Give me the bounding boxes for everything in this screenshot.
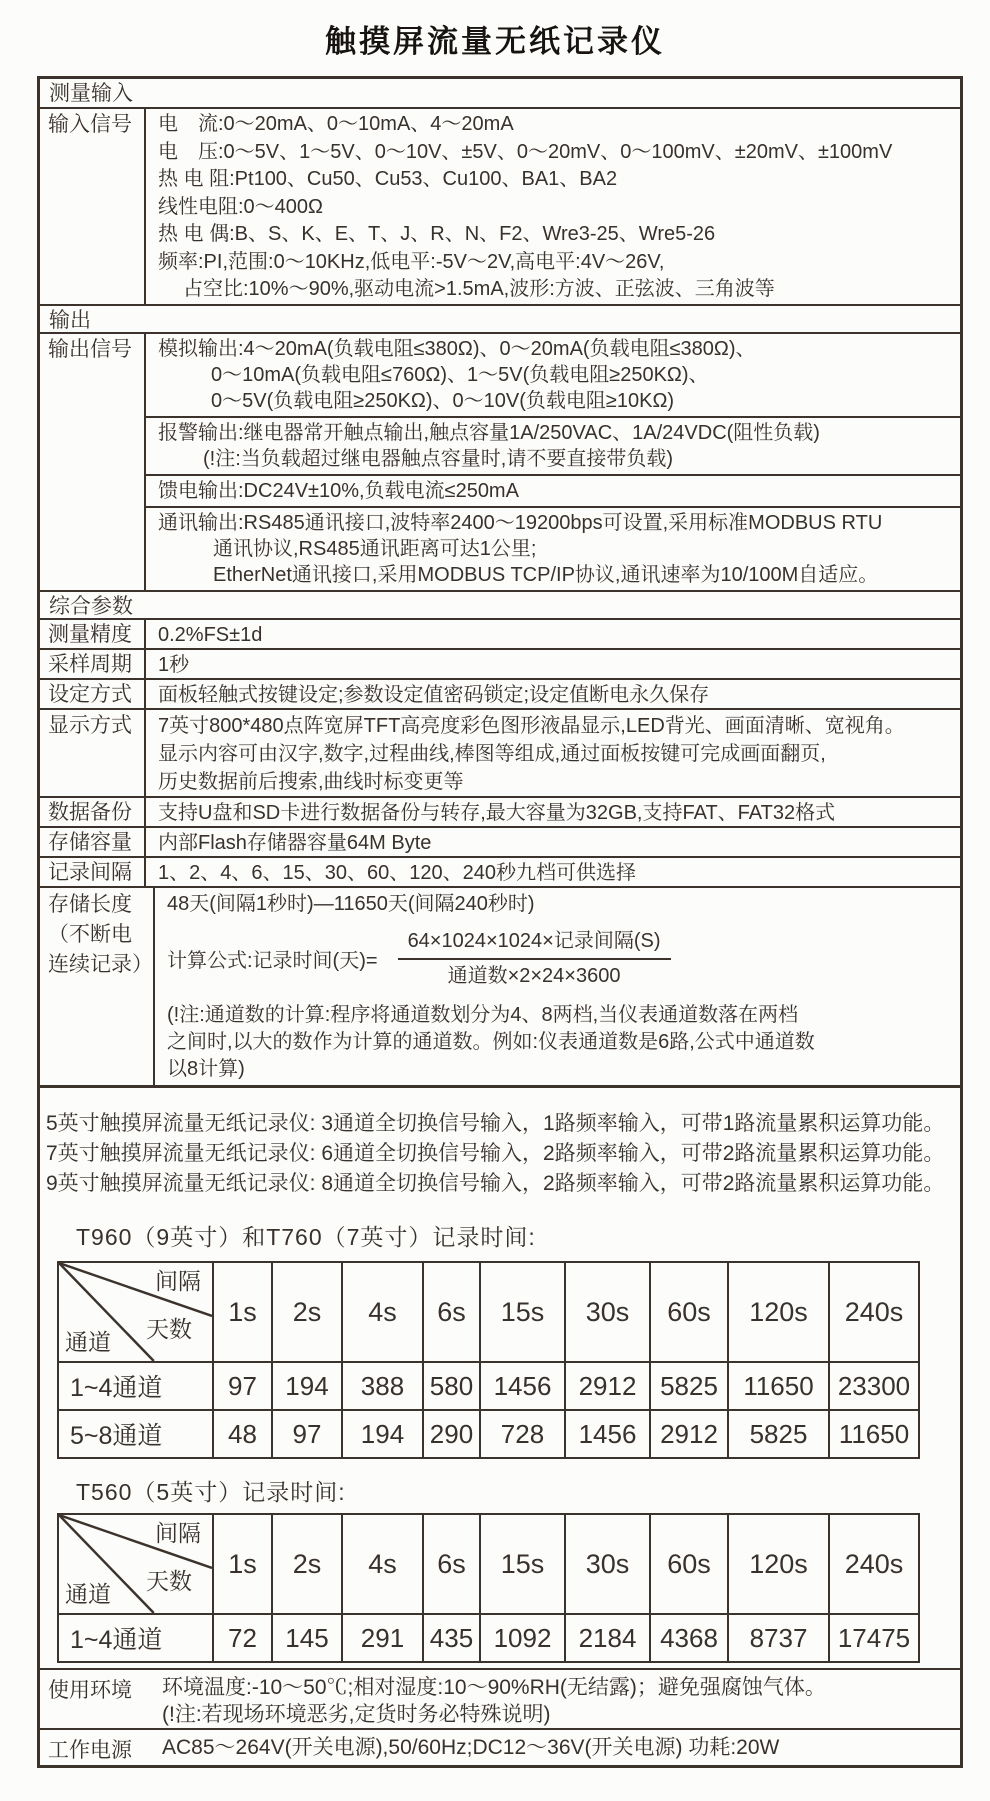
col-header: 2s xyxy=(272,1262,342,1362)
row-label: 存储容量 xyxy=(40,828,146,856)
page-title: 触摸屏流量无纸记录仪 xyxy=(325,24,665,59)
section-header-measure-input: 测量输入 xyxy=(49,82,133,105)
table-data-cell: 194 xyxy=(272,1362,342,1410)
record-table-t560 xyxy=(57,1513,920,1663)
col-header: 4s xyxy=(342,1262,423,1362)
row-label: 记录间隔 xyxy=(40,858,146,886)
col-header: 1s xyxy=(213,1514,272,1614)
spec-table xyxy=(40,79,960,1085)
row-label: 工作电源 xyxy=(48,1739,132,1762)
power-line: AC85～264V(开关电源),50/60Hz;DC12～36V(开关电源) 功耗:20W xyxy=(162,1736,780,1759)
col-header: 120s xyxy=(728,1262,829,1362)
spec-line: EtherNet通讯接口,采用MODBUS TCP/IP协议,通讯速率为10/100M自适应。 xyxy=(213,563,879,586)
table-data-cell: 1092 xyxy=(480,1614,565,1662)
spec-line: 电 压:0～5V、1～5V、0～10V、±5V、0～20mV、0～100mV、±20mV、±100mV xyxy=(158,140,893,163)
table-data-cell: 1456 xyxy=(480,1362,565,1410)
row-value: 内部Flash存储器容量64M Byte xyxy=(158,831,432,854)
label-line: 连续记录） xyxy=(48,952,153,976)
table-data-cell: 11650 xyxy=(728,1362,829,1410)
formula-fraction xyxy=(398,928,671,990)
spec-line: 通讯输出:RS485通讯接口,波特率2400～19200bps可设置,采用标准MODBUS RTU xyxy=(158,511,883,534)
subcell-comm-output xyxy=(146,506,960,590)
col-header: 1s xyxy=(213,1262,272,1362)
row-record-interval xyxy=(40,856,960,886)
row-accuracy xyxy=(40,618,960,648)
corner-label-channels: 通道 xyxy=(65,1581,111,1607)
formula-prefix: 计算公式:记录时间(天)= xyxy=(167,950,378,972)
table-data-cell: 5825 xyxy=(650,1362,728,1410)
spec-line: 报警输出:继电器常开触点输出,触点容量1A/250VAC、1A/24VDC(阻性负载) xyxy=(158,421,820,444)
table-row-ch5-8 xyxy=(58,1410,919,1458)
row-value: 1秒 xyxy=(158,653,190,676)
table-data-cell: 97 xyxy=(213,1362,272,1410)
row-label: 测量精度 xyxy=(40,620,146,648)
table-data-cell: 291 xyxy=(342,1614,423,1662)
row-value xyxy=(146,334,960,590)
col-header: 6s xyxy=(423,1262,480,1362)
col-header: 6s xyxy=(423,1514,480,1614)
table-corner-cell xyxy=(58,1514,213,1614)
record-table-title-t960-t760: T960（9英寸）和T760（7英寸）记录时间: xyxy=(76,1224,536,1250)
table-data-cell: 4368 xyxy=(650,1614,728,1662)
table-data-cell: 48 xyxy=(213,1410,272,1458)
table-row-ch1-4 xyxy=(58,1362,919,1410)
row-data-backup xyxy=(40,796,960,826)
row-output-signal xyxy=(40,332,960,590)
row-label: 显示方式 xyxy=(40,710,146,796)
corner-label-days: 天数 xyxy=(146,1568,192,1594)
row-label: 输入信号 xyxy=(40,109,146,304)
table-data-cell: 17475 xyxy=(829,1614,919,1662)
table-header-row xyxy=(58,1262,919,1362)
products-section xyxy=(40,1085,960,1762)
col-header: 2s xyxy=(272,1514,342,1614)
corner-label-channels: 通道 xyxy=(65,1329,111,1355)
table-data-cell: 8737 xyxy=(728,1614,829,1662)
row-value: 0.2%FS±1d xyxy=(158,623,263,646)
row-value xyxy=(162,1670,960,1728)
product-line-7inch: 7英寸触摸屏流量无纸记录仪: 6通道全切换信号输入，2路频率输入，可带2路流量累积运算功能。 xyxy=(46,1142,945,1165)
table-data-cell: 194 xyxy=(342,1410,423,1458)
spec-line: 频率:PI,范围:0～10KHz,低电平:-5V～2V,高电平:4V～26V, xyxy=(158,250,665,273)
table-data-cell: 580 xyxy=(423,1362,480,1410)
row-sample-period xyxy=(40,648,960,678)
table-corner-cell xyxy=(58,1262,213,1362)
row-power-supply xyxy=(40,1728,960,1762)
table-data-cell: 5825 xyxy=(728,1410,829,1458)
row-environment xyxy=(40,1668,960,1728)
spec-line: 0～5V(负载电阻≥250KΩ)、0～10V(负载电阻≥10KΩ) xyxy=(211,389,675,412)
col-header: 60s xyxy=(650,1262,728,1362)
row-label: 输出信号 xyxy=(40,334,146,590)
env-line: 环境温度:-10～50℃;相对湿度:10～90%RH(无结露)；避免强腐蚀气体。 xyxy=(162,1676,826,1699)
spec-line: (!注:当负载超过继电器触点容量时,请不要直接带负载) xyxy=(203,447,673,470)
subcell-alarm-output xyxy=(146,416,960,474)
col-header: 4s xyxy=(342,1514,423,1614)
row-value: 面板轻触式按键设定;参数设定值密码锁定;设定值断电永久保存 xyxy=(158,683,710,706)
row-value xyxy=(146,710,960,796)
table-data-cell: 97 xyxy=(272,1410,342,1458)
spec-line: 显示内容可由汉字,数字,过程曲线,棒图等组成,通过面板按键可完成画面翻页, xyxy=(158,742,826,765)
col-header: 30s xyxy=(565,1514,650,1614)
row-header: 1~4通道 xyxy=(58,1614,213,1662)
col-header: 60s xyxy=(650,1514,728,1614)
row-value xyxy=(162,1730,960,1762)
table-data-cell: 1456 xyxy=(565,1410,650,1458)
spec-line: 馈电输出:DC24V±10%,负载电流≤250mA xyxy=(158,479,519,502)
section-header-general: 综合参数 xyxy=(40,590,960,618)
row-setting-mode xyxy=(40,678,960,708)
corner-label-interval: 间隔 xyxy=(155,1268,201,1294)
row-header: 1~4通道 xyxy=(58,1362,213,1410)
spec-line: 热 电 阻:Pt100、Cu50、Cu53、Cu100、BA1、BA2 xyxy=(158,168,618,190)
table-data-cell: 72 xyxy=(213,1614,272,1662)
row-label: 数据备份 xyxy=(40,798,146,826)
row-label xyxy=(40,888,155,1086)
subcell-feed-output xyxy=(146,474,960,506)
row-label: 使用环境 xyxy=(48,1679,132,1702)
row-value xyxy=(146,109,960,304)
row-value: 1、2、4、6、15、30、60、120、240秒九档可供选择 xyxy=(158,861,636,884)
product-line-5inch: 5英寸触摸屏流量无纸记录仪: 3通道全切换信号输入，1路频率输入，可带1路流量累积运算功能。 xyxy=(46,1112,945,1135)
table-data-cell: 728 xyxy=(480,1410,565,1458)
row-storage-length xyxy=(40,886,960,1086)
record-table-title-t560: T560（5英寸）记录时间: xyxy=(76,1479,346,1505)
spec-line: 7英寸800*480点阵宽屏TFT高亮度彩色图形液晶显示,LED背光、画面清晰、宽视角。 xyxy=(158,714,905,737)
spec-line: 热 电 偶:B、S、K、E、T、J、R、N、F2、Wre3-25、Wre5-26 xyxy=(158,223,716,245)
spec-document-box xyxy=(37,76,963,1768)
row-label: 设定方式 xyxy=(40,680,146,708)
row-input-signal xyxy=(40,107,960,304)
col-header: 30s xyxy=(565,1262,650,1362)
note-line: 之间时,以大的数作为计算的通道数。例如:仪表通道数是6路,公式中通道数 xyxy=(167,1030,815,1053)
spec-line: 占空比:10%～90%,驱动电流>1.5mA,波形:方波、正弦波、三角波等 xyxy=(183,278,775,300)
table-data-cell: 2912 xyxy=(565,1362,650,1410)
col-header: 15s xyxy=(480,1514,565,1614)
table-data-cell: 290 xyxy=(423,1410,480,1458)
note-line: 以8计算) xyxy=(167,1057,245,1080)
spec-line: 模拟输出:4～20mA(负载电阻≤380Ω)、0～20mA(负载电阻≤380Ω)、 xyxy=(158,337,756,360)
col-header: 15s xyxy=(480,1262,565,1362)
row-display-mode xyxy=(40,708,960,796)
spec-line: 0～10mA(负载电阻≤760Ω)、1～5V(负载电阻≥250KΩ)、 xyxy=(211,363,709,386)
table-data-cell: 435 xyxy=(423,1614,480,1662)
col-header: 240s xyxy=(829,1514,919,1614)
product-line-9inch: 9英寸触摸屏流量无纸记录仪: 8通道全切换信号输入，2路频率输入，可带2路流量累积运算功能。 xyxy=(46,1172,945,1195)
env-note-line: (!注:若现场环境恶劣,定货时务必特殊说明) xyxy=(162,1703,551,1726)
table-data-cell: 2912 xyxy=(650,1410,728,1458)
col-header: 240s xyxy=(829,1262,919,1362)
label-line: 存储长度 xyxy=(48,892,132,916)
table-data-cell: 388 xyxy=(342,1362,423,1410)
spec-line: 通讯协议,RS485通讯距离可达1公里; xyxy=(213,537,537,560)
row-label: 采样周期 xyxy=(40,650,146,678)
corner-label-days: 天数 xyxy=(146,1316,192,1342)
note-line: (!注:通道数的计算:程序将通道数划分为4、8两档,当仪表通道数落在两档 xyxy=(167,1003,799,1026)
spec-line: 电 流:0～20mA、0～10mA、4～20mA xyxy=(158,113,514,135)
table-data-cell: 11650 xyxy=(829,1410,919,1458)
subcell-analog-output xyxy=(146,334,960,416)
storage-notes xyxy=(167,1002,960,1083)
formula-denominator: 通道数×2×24×3600 xyxy=(398,958,671,990)
row-header: 5~8通道 xyxy=(58,1410,213,1458)
table-data-cell: 2184 xyxy=(565,1614,650,1662)
table-row-ch1-4 xyxy=(58,1614,919,1662)
product-descriptions xyxy=(46,1109,944,1199)
col-header: 120s xyxy=(728,1514,829,1614)
table-header-row xyxy=(58,1514,919,1614)
spec-line: 历史数据前后搜索,曲线时标变更等 xyxy=(158,770,464,793)
storage-formula xyxy=(167,928,960,990)
table-data-cell: 23300 xyxy=(829,1362,919,1410)
record-table-t960-t760 xyxy=(57,1261,920,1459)
section-header-output: 输出 xyxy=(40,304,960,332)
corner-label-interval: 间隔 xyxy=(155,1520,201,1546)
label-line: （不断电 xyxy=(48,922,132,946)
row-value: 支持U盘和SD卡进行数据备份与转存,最大容量为32GB,支持FAT、FAT32格式 xyxy=(158,801,836,824)
formula-numerator: 64×1024×1024×记录间隔(S) xyxy=(407,929,661,952)
row-value xyxy=(155,888,960,1086)
spec-line: 线性电阻:0～400Ω xyxy=(158,195,323,218)
table-data-cell: 145 xyxy=(272,1614,342,1662)
row-storage-capacity xyxy=(40,826,960,856)
storage-range-line: 48天(间隔1秒时)—11650天(间隔240秒时) xyxy=(167,892,535,915)
